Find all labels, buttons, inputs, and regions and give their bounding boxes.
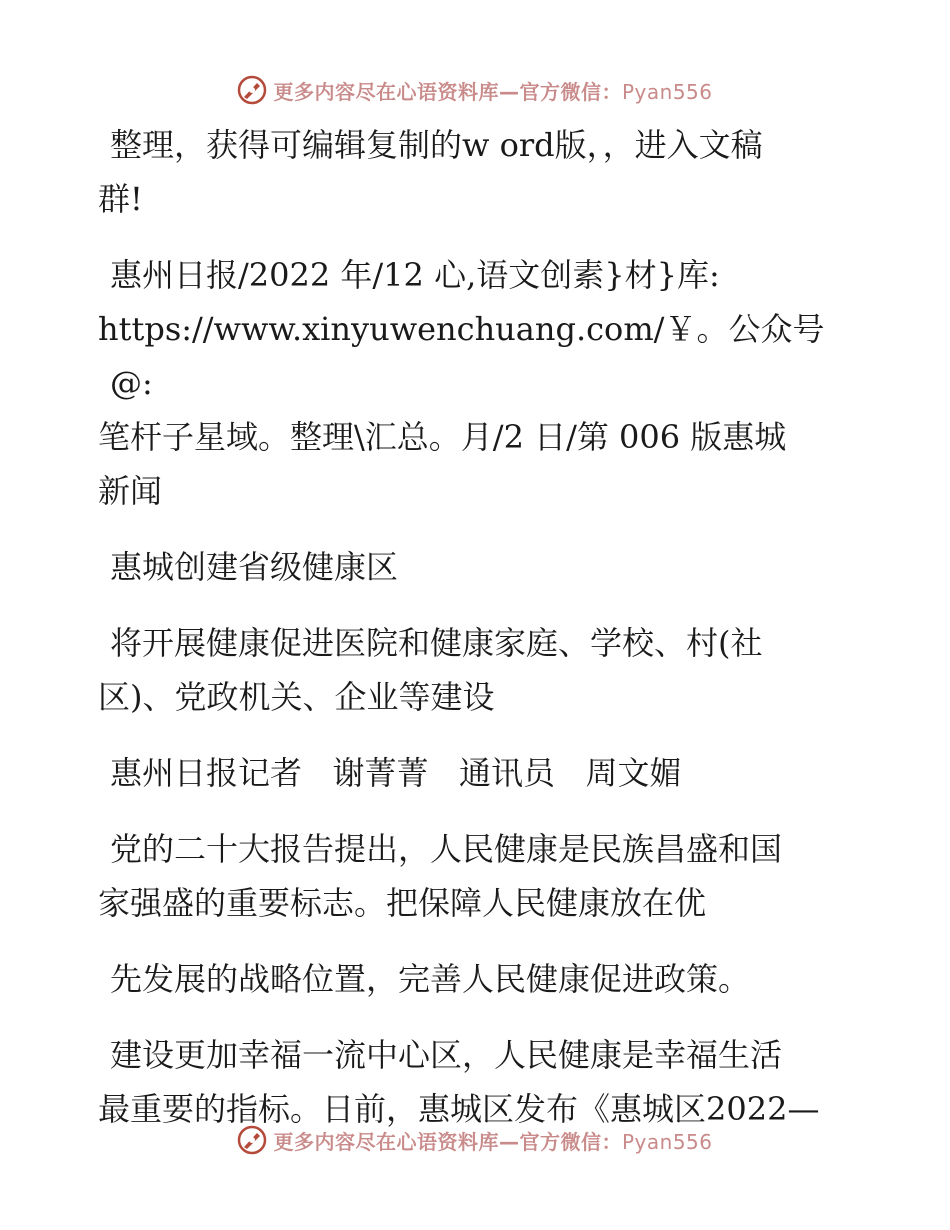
paragraph-intro: 整理，获得可编辑复制的w ord版，，进入文稿 群! [98, 126, 763, 218]
document-body [98, 118, 858, 1158]
pen-circle-logo-icon [237, 1125, 267, 1155]
header-banner [0, 70, 950, 110]
pen-circle-logo-icon [237, 75, 267, 105]
article-title: 惠城创建省级健康区 [110, 548, 399, 586]
article-subtitle: 将开展健康促进医院和健康家庭、学校、村(社 区)、党政机关、企业等建设 [98, 624, 763, 716]
article-byline: 惠州日报记者 谢菁菁 通讯员 周文媚 [110, 754, 682, 792]
paragraph-body-1: 党的二十大报告提出，人民健康是民族昌盛和国 家强盛的重要标志。把保障人民健康放在优 [98, 830, 783, 922]
footer-banner [0, 1120, 950, 1160]
paragraph-source: 惠州日报/2022 年/12 心,语文创素}材}库: https://www.xinyuwenchuang.com/￥。公众号@: 笔杆子星域。整理\汇总。月/2 日/第 006 版惠城 新闻 [98, 256, 825, 510]
paragraph-body-3: 建设更加幸福一流中心区，人民健康是幸福生活 最重要的指标。日前，惠城区发布《惠城区2022— [98, 1036, 820, 1128]
banner-text: 更多内容尽在心语资料库—官方微信：Pyan556 [273, 1129, 713, 1154]
banner-text: 更多内容尽在心语资料库—官方微信：Pyan556 [273, 79, 713, 104]
paragraph-body-2: 先发展的战略位置，完善人民健康促进政策。 [110, 960, 751, 998]
